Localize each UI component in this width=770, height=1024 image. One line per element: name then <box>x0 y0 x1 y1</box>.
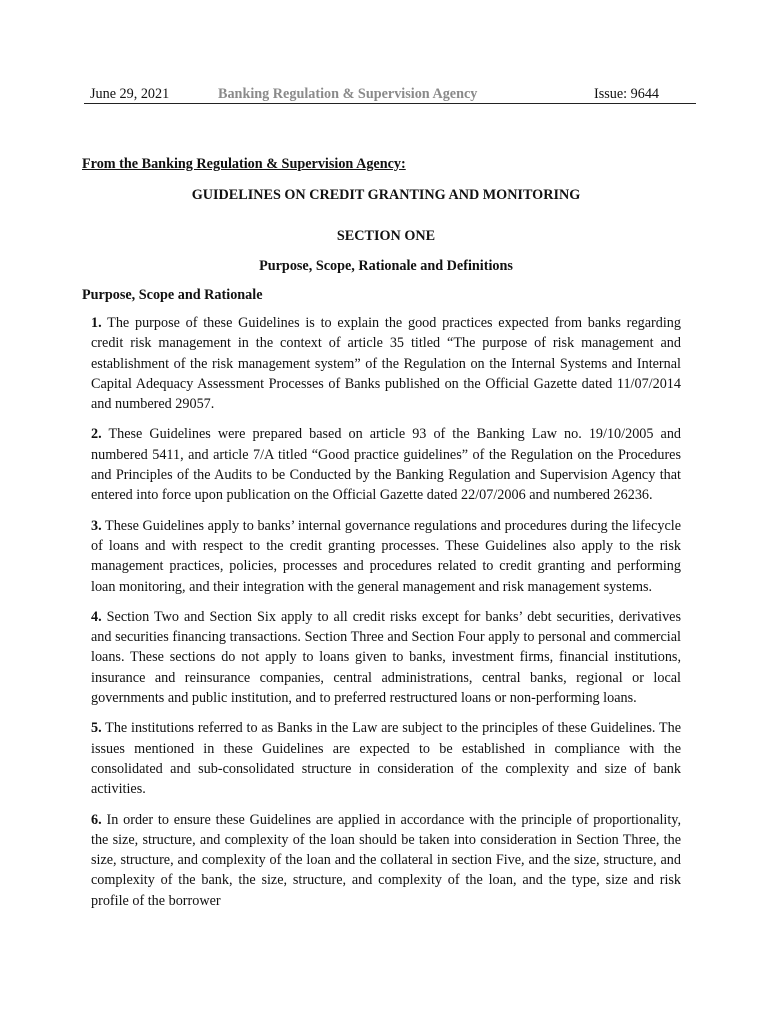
document-title: GUIDELINES ON CREDIT GRANTING AND MONITORING <box>191 187 581 203</box>
section-subtitle: Purpose, Scope, Rationale and Definitions <box>259 258 513 274</box>
paragraph-6 <box>91 810 681 911</box>
header-rule <box>84 103 696 104</box>
paragraph-number: 3. <box>91 517 102 534</box>
paragraph-5 <box>91 718 681 799</box>
body-text <box>91 313 681 921</box>
paragraph-number: 2. <box>91 426 102 443</box>
header-agency: Banking Regulation & Supervision Agency <box>218 86 478 102</box>
paragraph-2 <box>91 424 681 505</box>
paragraph-4 <box>91 607 681 708</box>
paragraph-text: These Guidelines apply to banks’ internal governance regulations and procedures during the lifecycle of loans and with respect to the credit granting processes. These Guidelines also apply to the risk management practices, policies, processes and procedures related to credit granting and performing loan monitoring, and their integration with the general management and risk management systems. <box>91 517 681 595</box>
document-header <box>84 84 696 104</box>
header-issue-number: Issue: 9644 <box>594 86 660 102</box>
paragraph-number: 6. <box>91 811 102 828</box>
section-title: SECTION ONE <box>336 228 436 244</box>
subheading: Purpose, Scope and Rationale <box>82 287 263 303</box>
paragraph-number: 4. <box>91 608 102 625</box>
paragraph-3 <box>91 516 681 597</box>
paragraph-number: 5. <box>91 720 102 737</box>
paragraph-text: Section Two and Section Six apply to all credit risks except for banks’ debt securities, derivatives and securities financing transactions. Section Three and Section Four apply to personal and commercial loans. These sections do not apply to loans given to banks, investment firms, financial institutions, insurance and reinsurance companies, central administrations, central banks, regional or local governments and public institution, and to preferred restructured loans or non-performing loans. <box>91 608 682 707</box>
paragraph-text: In order to ensure these Guidelines are applied in accordance with the principle of proportionality, the size, structure, and complexity of the loan should be taken into consideration in Section Three, the size, structure, and complexity of the loan and the collateral in section Five, and the size, structure, and complexity of the bank, the size, structure, and complexity of the loan, and the type, size and risk profile of the borrower <box>91 811 682 909</box>
paragraph-1 <box>91 313 681 414</box>
paragraph-number: 1. <box>91 315 102 331</box>
paragraph-text: The institutions referred to as Banks in the Law are subject to the principles of these Guidelines. The issues mentioned in these Guidelines are expected to be established in compliance with the consolidated and sub-consolidated structure in consideration of the complexity and size of bank activities. <box>91 720 681 798</box>
header-date: June 29, 2021 <box>90 86 170 102</box>
paragraph-text: These Guidelines were prepared based on article 93 of the Banking Law no. 19/10/2005 and numbered 5411, and article 7/A titled “Good practice guidelines” of the Regulation on the Procedures and Principles of the Audits to be Conducted by the Banking Regulation and Supervision Agency that entered into force upon publication on the Official Gazette dated 22/07/2006 and numbered 26236. <box>91 426 682 504</box>
from-line: From the Banking Regulation & Supervision Agency: <box>82 156 406 172</box>
paragraph-text: The purpose of these Guidelines is to explain the good practices expected from banks regarding credit risk management in the context of article 35 titled “The purpose of risk management and establishment of the risk management system” of the Regulation on the Internal Systems and Internal Capital Adequacy Assessment Processes of Banks published on the Official Gazette dated 11/07/2014 and numbered 29057. <box>91 315 681 413</box>
